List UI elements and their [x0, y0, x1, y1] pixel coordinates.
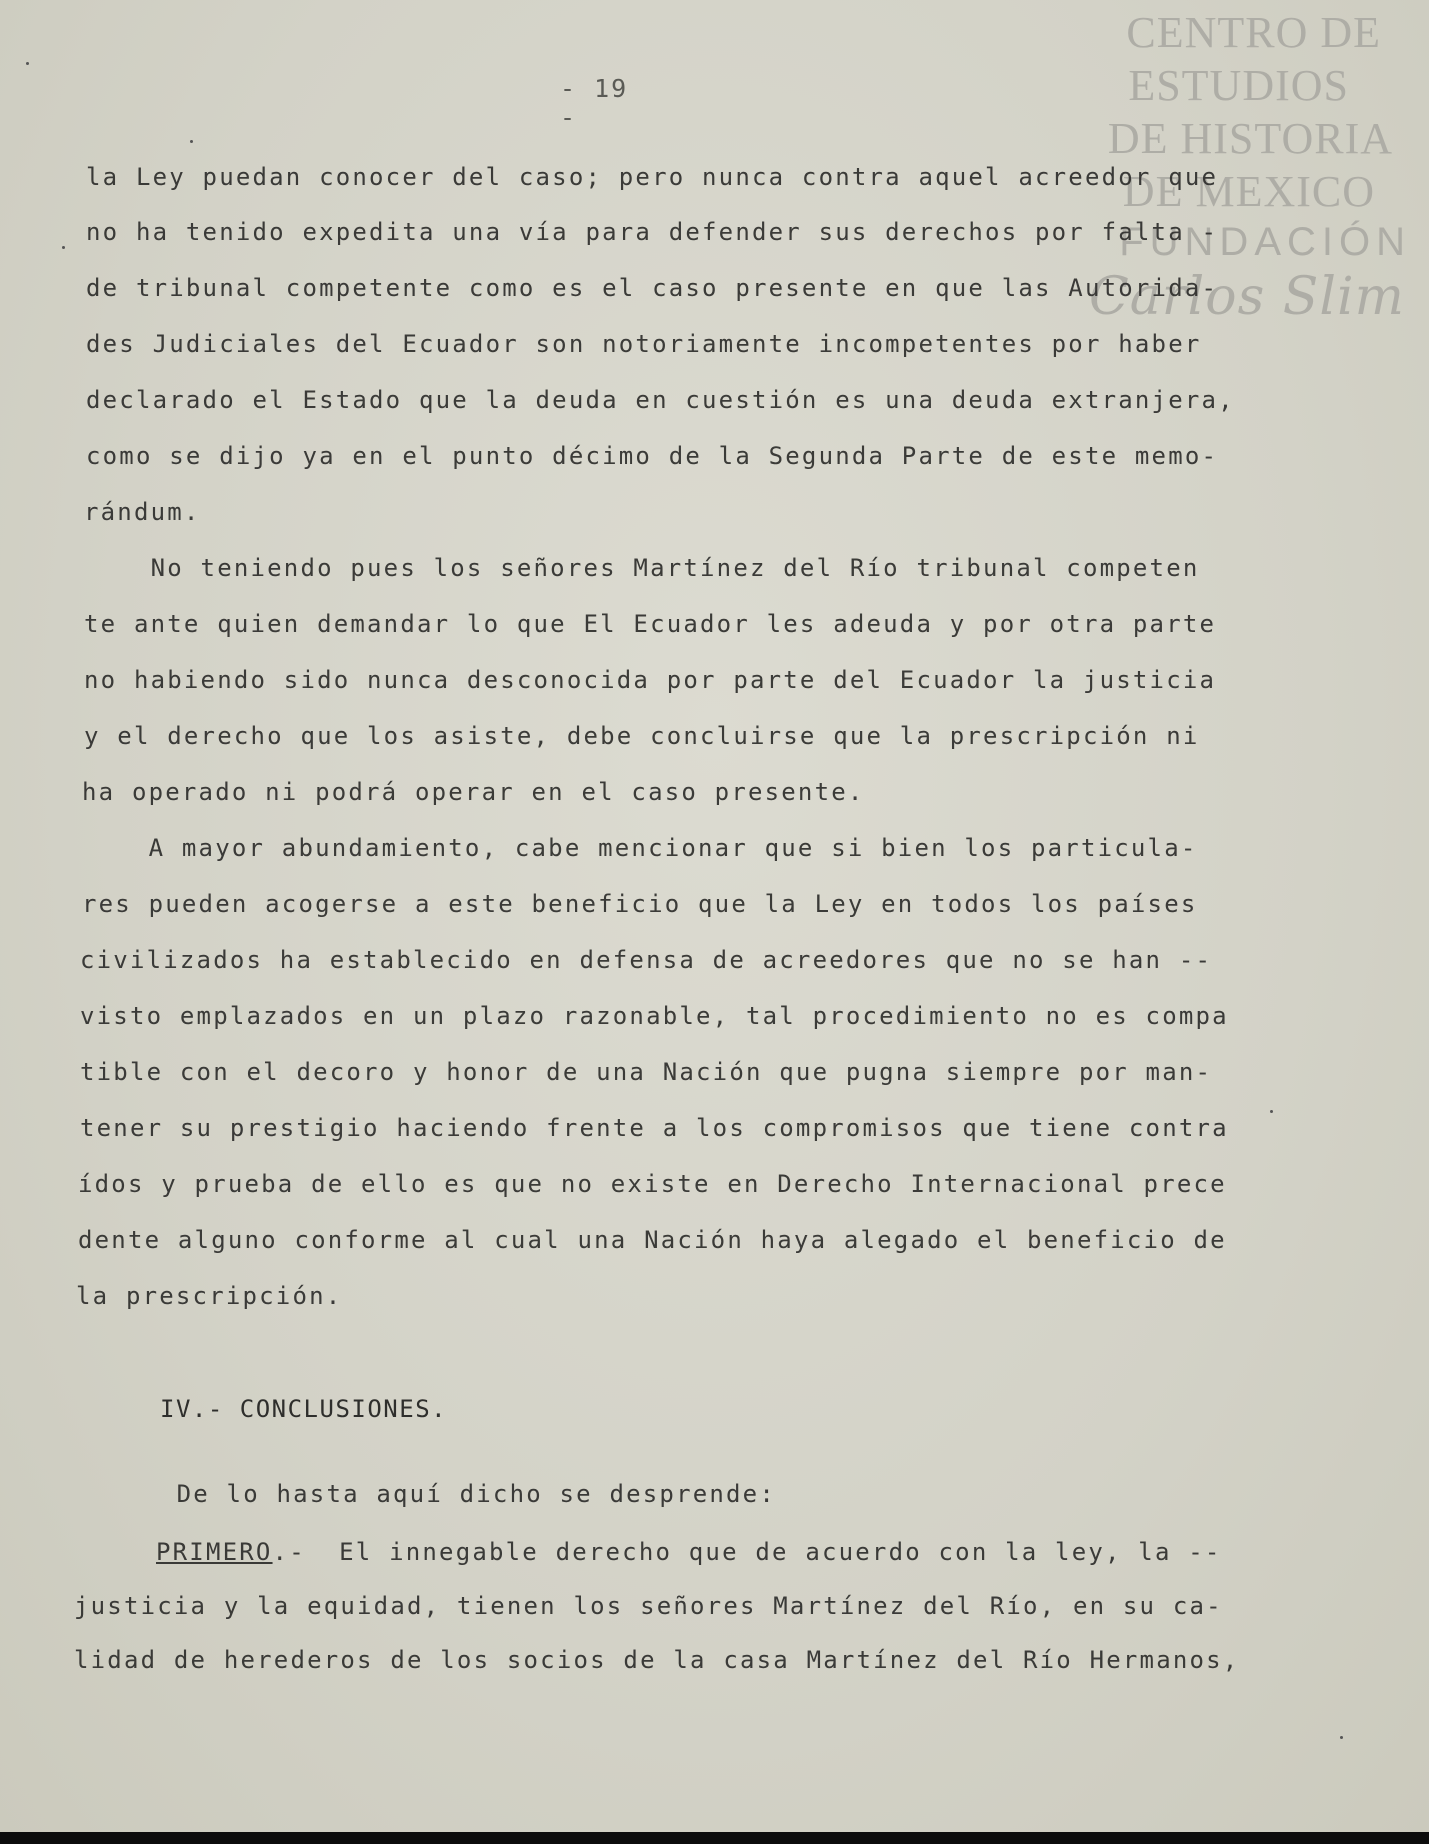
- body-line: no ha tenido expedita una vía para defender sus derechos por falta -: [86, 218, 1219, 246]
- body-line: No teniendo pues los señores Martínez del Río tribunal competen: [84, 554, 1200, 582]
- body-line: ídos y prueba de ello es que no existe en Derecho Internacional prece: [78, 1170, 1227, 1198]
- watermark-line-1: CENTRO DE: [1126, 8, 1381, 57]
- body-line: res pueden acogerse a este beneficio que la Ley en todos los países: [82, 890, 1198, 918]
- body-line: ha operado ni podrá operar en el caso presente.: [82, 778, 865, 806]
- body-line: dente alguno conforme al cual una Nación haya alegado el beneficio de: [78, 1226, 1227, 1254]
- body-line: visto emplazados en un plazo razonable, tal procedimiento no es compa: [80, 1002, 1229, 1030]
- body-line: justicia y la equidad, tienen los señores Martínez del Río, en su ca-: [74, 1592, 1223, 1620]
- body-line: lidad de herederos de los socios de la casa Martínez del Río Hermanos,: [74, 1646, 1240, 1674]
- section-heading: IV.- CONCLUSIONES.: [160, 1395, 448, 1423]
- watermark-line-3: DE HISTORIA: [1107, 114, 1393, 163]
- watermark-line-4: DE MEXICO: [1122, 167, 1375, 216]
- dust-speck: [190, 140, 193, 143]
- body-line: la Ley puedan conocer del caso; pero nunca contra aquel acreedor que: [86, 163, 1219, 191]
- watermark-signature: Carlos Slim: [1089, 267, 1405, 327]
- primero-text: .- El innegable derecho que de acuerdo con la ley, la --: [272, 1538, 1222, 1566]
- primero-label: PRIMERO: [156, 1538, 273, 1566]
- dust-speck: [1340, 1736, 1343, 1739]
- body-line: como se dijo ya en el punto décimo de la Segunda Parte de este memo-: [86, 442, 1219, 470]
- body-line: no habiendo sido nunca desconocida por parte del Ecuador la justicia: [84, 666, 1217, 694]
- page-number: - 19 -: [560, 74, 629, 132]
- body-line: te ante quien demandar lo que El Ecuador les adeuda y por otra parte: [84, 610, 1217, 638]
- body-line: y el derecho que los asiste, debe concluirse que la prescripción ni: [84, 722, 1200, 750]
- dust-speck: [1270, 1110, 1273, 1113]
- watermark-foundation: FUNDACIÓN: [1119, 220, 1411, 264]
- body-line: rándum.: [84, 498, 201, 526]
- body-line: civilizados ha establecido en defensa de acreedores que no se han --: [80, 946, 1213, 974]
- body-line: A mayor abundamiento, cabe mencionar que si bien los particula-: [82, 834, 1198, 862]
- watermark-line-2: ESTUDIOS: [1128, 61, 1349, 110]
- intro-line: De lo hasta aquí dicho se desprende:: [110, 1480, 776, 1508]
- body-line: tible con el decoro y honor de una Nación que pugna siempre por man-: [80, 1058, 1213, 1086]
- primero-line: [156, 1538, 1222, 1566]
- dust-speck: [26, 62, 29, 65]
- body-line: des Judiciales del Ecuador son notoriamente incompetentes por haber: [86, 330, 1202, 358]
- body-line: la prescripción.: [76, 1282, 343, 1310]
- body-line: tener su prestigio haciendo frente a los compromisos que tiene contra: [80, 1114, 1229, 1142]
- body-line: declarado el Estado que la deuda en cuestión es una deuda extranjera,: [86, 386, 1235, 414]
- body-line: de tribunal competente como es el caso presente en que las Autorida-: [86, 274, 1219, 302]
- dust-speck: [62, 246, 65, 249]
